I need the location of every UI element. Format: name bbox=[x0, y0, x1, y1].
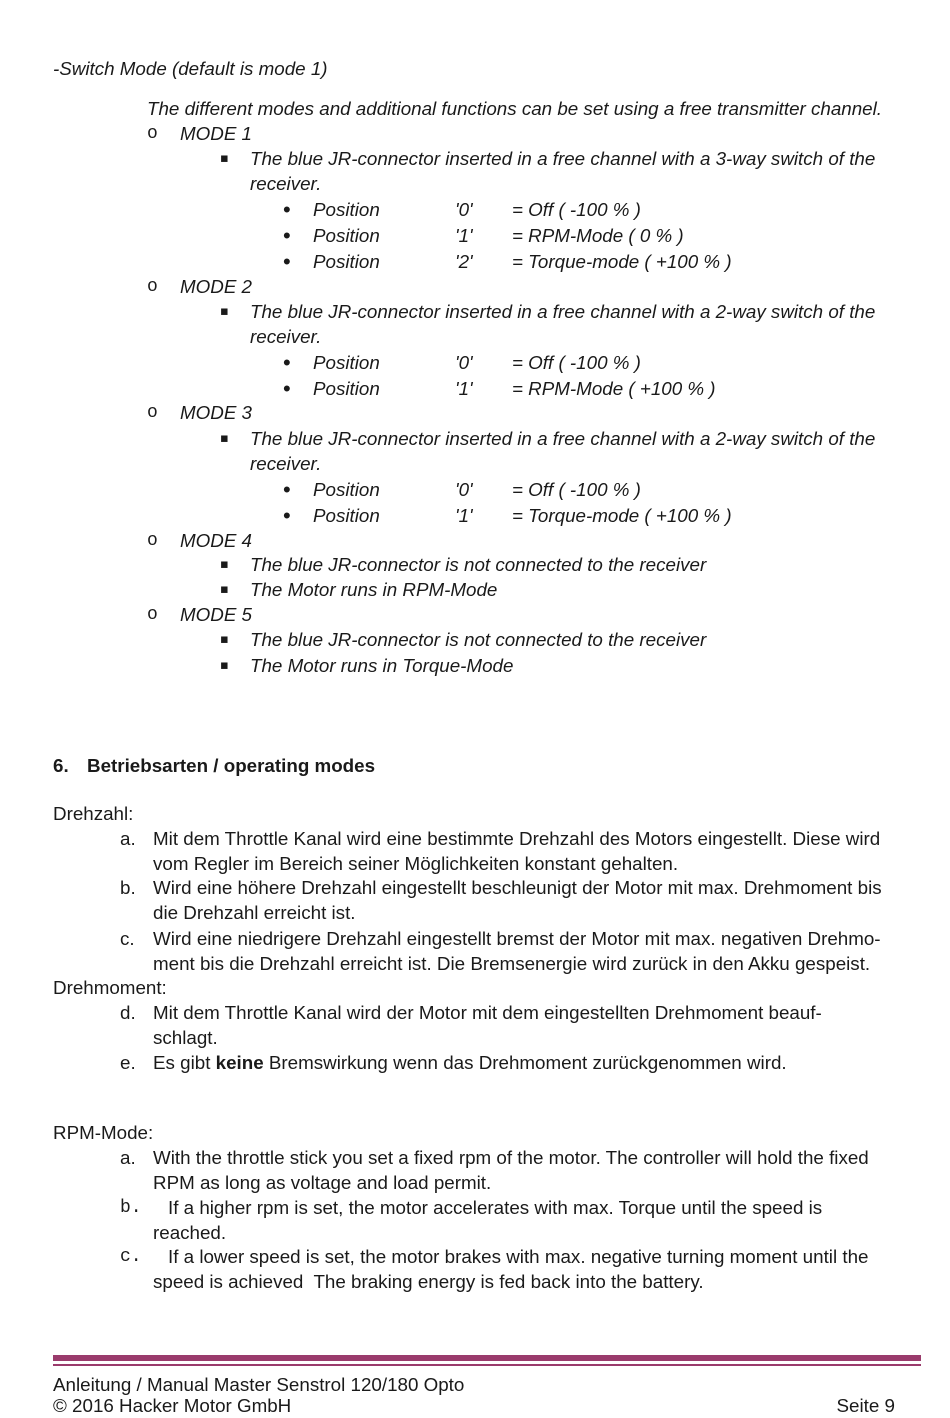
mode-marker: o bbox=[147, 124, 158, 144]
position-value: '1' bbox=[455, 505, 473, 526]
mode-marker: o bbox=[147, 403, 158, 423]
mode-heading-row bbox=[0, 401, 950, 425]
list-item bbox=[0, 1051, 950, 1075]
position-label: Position bbox=[313, 505, 380, 526]
position-result: = Off ( -100 % ) bbox=[512, 479, 641, 500]
bullet-row bbox=[0, 147, 950, 171]
bullet-text: The Motor runs in RPM-Mode bbox=[250, 579, 498, 600]
bullet-row bbox=[0, 553, 950, 577]
list-item bbox=[0, 876, 950, 900]
bullet-marker: ▪ bbox=[220, 632, 229, 647]
mode-title: MODE 4 bbox=[180, 530, 253, 551]
bullet-marker: ▪ bbox=[220, 582, 229, 597]
position-bullet: • bbox=[283, 350, 291, 375]
bullet-text: The Motor runs in Torque-Mode bbox=[250, 655, 514, 676]
mode-heading-row bbox=[0, 529, 950, 553]
list-marker: c. bbox=[120, 1247, 142, 1267]
footer-rule-thick bbox=[53, 1355, 921, 1361]
list-item bbox=[0, 827, 950, 851]
bullet-text: receiver. bbox=[250, 173, 322, 194]
bullet-text: receiver. bbox=[250, 453, 322, 474]
position-row bbox=[0, 478, 950, 502]
position-bullet: • bbox=[283, 503, 291, 528]
position-row bbox=[0, 224, 950, 248]
position-bullet: • bbox=[283, 477, 291, 502]
position-label: Position bbox=[313, 251, 380, 272]
bullet-marker: ▪ bbox=[220, 431, 229, 446]
list-item bbox=[0, 1270, 950, 1294]
list-text: With the throttle stick you set a fixed rpm of the motor. The controller will hold the fixed bbox=[153, 1147, 869, 1168]
list-item bbox=[0, 1001, 950, 1025]
list-item bbox=[0, 927, 950, 951]
position-result: = Torque-mode ( +100 % ) bbox=[512, 251, 732, 272]
position-label: Position bbox=[313, 378, 380, 399]
bullet-text: receiver. bbox=[250, 326, 322, 347]
list-text-segment: Es gibt bbox=[153, 1052, 216, 1073]
list-marker: d. bbox=[120, 1002, 136, 1023]
list-text: Wird eine höhere Drehzahl eingestellt beschleunigt der Motor mit max. Drehmoment bis bbox=[153, 877, 882, 898]
line bbox=[0, 802, 950, 826]
list-text bbox=[153, 1051, 787, 1075]
position-label: Position bbox=[313, 479, 380, 500]
position-row bbox=[0, 351, 950, 375]
group-label: Drehmoment: bbox=[53, 977, 167, 998]
bold-keyword: keine bbox=[215, 1052, 264, 1073]
position-bullet: • bbox=[283, 376, 291, 401]
list-item bbox=[0, 1245, 950, 1269]
list-text: schlagt. bbox=[153, 1027, 218, 1048]
position-value: '1' bbox=[455, 225, 473, 246]
position-result: = Off ( -100 % ) bbox=[512, 352, 641, 373]
bullet-marker: ▪ bbox=[220, 304, 229, 319]
list-item bbox=[0, 1171, 950, 1195]
position-value: '0' bbox=[455, 479, 473, 500]
list-marker: a. bbox=[120, 1147, 136, 1168]
list-text: die Drehzahl erreicht ist. bbox=[153, 902, 356, 923]
bullet-row bbox=[0, 300, 950, 324]
list-text: Mit dem Throttle Kanal wird der Motor mit dem eingestellten Drehmoment beauf- bbox=[153, 1002, 822, 1023]
bullet-row bbox=[0, 654, 950, 678]
list-text: reached. bbox=[153, 1222, 227, 1243]
position-value: '1' bbox=[455, 378, 473, 399]
position-row bbox=[0, 198, 950, 222]
footer-rule-thin bbox=[53, 1364, 921, 1366]
list-item bbox=[0, 1146, 950, 1170]
section-title: Betriebsarten / operating modes bbox=[87, 755, 376, 776]
mode-title: MODE 5 bbox=[180, 604, 253, 625]
line bbox=[0, 97, 950, 121]
group-label: Drehzahl: bbox=[53, 803, 134, 824]
mode-heading-row bbox=[0, 122, 950, 146]
mode-title: MODE 3 bbox=[180, 402, 253, 423]
footer-page-number: Seite 9 bbox=[836, 1395, 895, 1416]
position-result: = RPM-Mode ( 0 % ) bbox=[512, 225, 684, 246]
line bbox=[0, 57, 950, 81]
line bbox=[0, 976, 950, 1000]
section-number: 6. bbox=[53, 755, 69, 776]
mode-marker: o bbox=[147, 531, 158, 551]
position-result: = RPM-Mode ( +100 % ) bbox=[512, 378, 716, 399]
bullet-row bbox=[0, 427, 950, 451]
list-text: vom Regler im Bereich seiner Möglichkeiten konstant gehalten. bbox=[153, 853, 679, 874]
position-label: Position bbox=[313, 352, 380, 373]
mode-heading-row bbox=[0, 603, 950, 627]
list-marker: a. bbox=[120, 828, 136, 849]
group-label: RPM-Mode: bbox=[53, 1122, 154, 1143]
position-result: = Off ( -100 % ) bbox=[512, 199, 641, 220]
position-value: '0' bbox=[455, 352, 473, 373]
footer-manual-title: Anleitung / Manual Master Senstrol 120/180 Opto bbox=[53, 1374, 465, 1395]
section-heading bbox=[0, 754, 950, 778]
position-row bbox=[0, 250, 950, 274]
position-bullet: • bbox=[283, 197, 291, 222]
mode-title: MODE 2 bbox=[180, 276, 253, 297]
list-marker: b. bbox=[120, 877, 136, 898]
list-item bbox=[0, 852, 950, 876]
list-text: Mit dem Throttle Kanal wird eine bestimmte Drehzahl des Motors eingestellt. Diese wird bbox=[153, 828, 881, 849]
list-item bbox=[0, 1221, 950, 1245]
position-row bbox=[0, 377, 950, 401]
list-marker: e. bbox=[120, 1052, 136, 1073]
list-item bbox=[0, 901, 950, 925]
switch-mode-intro: The different modes and additional functions can be set using a free transmitter channel. bbox=[147, 98, 882, 119]
list-text-segment: Bremswirkung wenn das Drehmoment zurückgenommen wird. bbox=[263, 1052, 787, 1073]
bullet-row bbox=[0, 578, 950, 602]
position-result: = Torque-mode ( +100 % ) bbox=[512, 505, 732, 526]
line bbox=[0, 1121, 950, 1145]
line bbox=[0, 1394, 950, 1418]
bullet-marker: ▪ bbox=[220, 658, 229, 673]
bullet-text: The blue JR-connector inserted in a free channel with a 2-way switch of the bbox=[250, 428, 876, 449]
list-text: ment bis die Drehzahl erreicht ist. Die Bremsenergie wird zurück in den Akku gespeist. bbox=[153, 953, 871, 974]
position-label: Position bbox=[313, 225, 380, 246]
bullet-text: The blue JR-connector inserted in a free channel with a 3-way switch of the bbox=[250, 148, 876, 169]
list-marker: b. bbox=[120, 1198, 142, 1218]
list-text: Wird eine niedrigere Drehzahl eingestellt bremst der Motor mit max. negativen Drehmo- bbox=[153, 928, 881, 949]
switch-mode-heading: -Switch Mode (default is mode 1) bbox=[53, 58, 328, 79]
list-item bbox=[0, 952, 950, 976]
bullet-row bbox=[0, 172, 950, 196]
mode-heading-row bbox=[0, 275, 950, 299]
list-item bbox=[0, 1196, 950, 1220]
position-value: '2' bbox=[455, 251, 473, 272]
bullet-text: The blue JR-connector is not connected to the receiver bbox=[250, 629, 707, 650]
position-value: '0' bbox=[455, 199, 473, 220]
mode-marker: o bbox=[147, 605, 158, 625]
list-text: speed is achieved The braking energy is fed back into the battery. bbox=[153, 1271, 704, 1292]
list-text: If a lower speed is set, the motor brakes with max. negative turning moment until the bbox=[168, 1246, 869, 1267]
position-bullet: • bbox=[283, 223, 291, 248]
footer-copyright: © 2016 Hacker Motor GmbH bbox=[53, 1395, 292, 1416]
bullet-row bbox=[0, 325, 950, 349]
bullet-marker: ▪ bbox=[220, 557, 229, 572]
list-item bbox=[0, 1026, 950, 1050]
mode-title: MODE 1 bbox=[180, 123, 253, 144]
list-marker: c. bbox=[120, 928, 135, 949]
position-row bbox=[0, 504, 950, 528]
bullet-marker: ▪ bbox=[220, 151, 229, 166]
position-label: Position bbox=[313, 199, 380, 220]
list-text: RPM as long as voltage and load permit. bbox=[153, 1172, 492, 1193]
bullet-row bbox=[0, 452, 950, 476]
bullet-text: The blue JR-connector is not connected to the receiver bbox=[250, 554, 707, 575]
bullet-row bbox=[0, 628, 950, 652]
list-text: If a higher rpm is set, the motor accelerates with max. Torque until the speed is bbox=[168, 1197, 823, 1218]
bullet-text: The blue JR-connector inserted in a free channel with a 2-way switch of the bbox=[250, 301, 876, 322]
position-bullet: • bbox=[283, 249, 291, 274]
mode-marker: o bbox=[147, 277, 158, 297]
